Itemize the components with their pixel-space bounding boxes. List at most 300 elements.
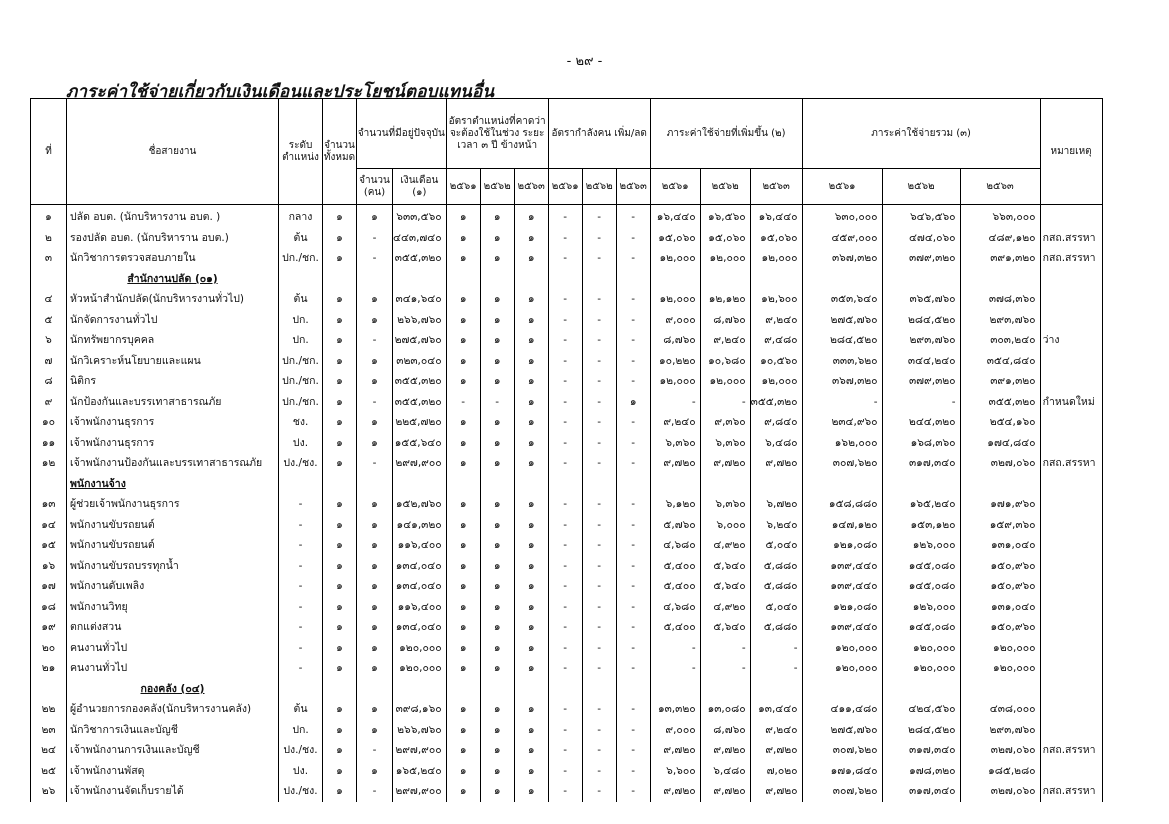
cell-needed-2562: ๑ (480, 617, 514, 638)
cell-remark (1040, 310, 1102, 331)
table-row (31, 617, 1103, 638)
cell-change-2562: - (582, 617, 616, 638)
cell-increase-2563: ๓๕๕,๓๒๐ (750, 392, 802, 413)
cell-current-people: - (357, 392, 393, 413)
cell-total-2561 (802, 679, 882, 700)
cell-remark (1040, 494, 1102, 515)
cell-increase-2562: ๔,๙๒๐ (700, 597, 750, 618)
cell-total-2562 (882, 679, 960, 700)
cell-increase-2563: ๖,๒๔๐ (750, 515, 802, 536)
cell-change-2563: - (616, 228, 650, 249)
cell-total-2563: ๓๒๗,๐๖๐ (960, 740, 1040, 761)
table-row (31, 433, 1103, 454)
cell-increase-2561 (650, 679, 700, 700)
col-header-level: ระดับ ตำแหน่ง (279, 99, 323, 205)
cell-current-people: ๑ (357, 351, 393, 372)
cell-total-2563: ๒๕๔,๑๖๐ (960, 412, 1040, 433)
cell-remark (1040, 658, 1102, 679)
cell-total: ๑ (323, 453, 357, 474)
cell-current-people: - (357, 228, 393, 249)
cell-change-2561: - (548, 412, 582, 433)
cell-total-2561: ๓๖๗,๓๒๐ (802, 248, 882, 269)
cell-change-2561: - (548, 781, 582, 802)
cell-current-people: - (357, 781, 393, 802)
cell-current-people: ๑ (357, 597, 393, 618)
cell-no: ๒๖ (31, 781, 67, 802)
col-header-current-people: จำนวน (คน) (357, 169, 393, 205)
cell-increase-2562: ๑๕,๐๖๐ (700, 228, 750, 249)
cell-remark (1040, 576, 1102, 597)
table-row (31, 761, 1103, 782)
cell-change-2562: - (582, 453, 616, 474)
cell-no: ๑๕ (31, 535, 67, 556)
cell-current-salary: ๑๖๕,๒๔๐ (393, 761, 447, 782)
cell-total-2563: ๒๙๓,๗๖๐ (960, 310, 1040, 331)
cell-needed-2562 (480, 474, 514, 495)
cell-needed-2561 (446, 269, 480, 290)
year-header: ๒๕๖๑ (548, 169, 582, 205)
cell-change-2562: - (582, 371, 616, 392)
year-header: ๒๕๖๓ (514, 169, 548, 205)
cell-change-2562: - (582, 720, 616, 741)
cell-total: ๑ (323, 310, 357, 331)
cell-change-2563: - (616, 310, 650, 331)
cell-needed-2562: ๑ (480, 781, 514, 802)
cell-increase-2562: ๔,๙๒๐ (700, 535, 750, 556)
cell-total: ๑ (323, 433, 357, 454)
cell-level (279, 474, 323, 495)
col-header-total: จำนวน ทั้งหมด (323, 99, 357, 205)
cell-total-2561: ๑๔๗,๑๒๐ (802, 515, 882, 536)
cell-increase-2561: ๑๒,๐๐๐ (650, 248, 700, 269)
cell-change-2562: - (582, 494, 616, 515)
cell-needed-2562: ๑ (480, 638, 514, 659)
cell-change-2563: - (616, 453, 650, 474)
cell-no: ๑๒ (31, 453, 67, 474)
cell-total: ๑ (323, 576, 357, 597)
cell-current-salary (393, 679, 447, 700)
cell-change-2561 (548, 474, 582, 495)
cell-total: ๑ (323, 228, 357, 249)
cell-increase-2562: ๖,๐๐๐ (700, 515, 750, 536)
cell-needed-2561: ๑ (446, 310, 480, 331)
cell-total-2562: ๑๕๓,๑๒๐ (882, 515, 960, 536)
cell-level (279, 269, 323, 290)
cell-needed-2561: ๑ (446, 351, 480, 372)
cell-name: นักป้องกันและบรรเทาสาธารณภัย (67, 392, 279, 413)
cell-no: ๖ (31, 330, 67, 351)
cell-change-2562: - (582, 576, 616, 597)
cell-change-2561: - (548, 289, 582, 310)
cell-increase-2563: ๑๒,๖๐๐ (750, 289, 802, 310)
cell-total-2562: ๓๑๗,๓๔๐ (882, 781, 960, 802)
cell-current-salary: ๒๖๖,๗๖๐ (393, 310, 447, 331)
cell-current-salary (393, 474, 447, 495)
cell-current-people: ๑ (357, 310, 393, 331)
cell-change-2562: - (582, 515, 616, 536)
cell-name: เจ้าพนักงานจัดเก็บรายได้ (67, 781, 279, 802)
cell-current-salary: ๓๕๕,๓๒๐ (393, 371, 447, 392)
cell-total-2561: ๑๒๑,๐๘๐ (802, 535, 882, 556)
cell-increase-2562: ๕,๖๔๐ (700, 576, 750, 597)
cell-needed-2563: ๑ (514, 617, 548, 638)
cell-change-2562: - (582, 351, 616, 372)
col-header-no: ที่ (31, 99, 67, 205)
cell-needed-2562: ๑ (480, 658, 514, 679)
cell-total-2562: ๓๔๔,๒๔๐ (882, 351, 960, 372)
cell-total-2562: ๒๔๔,๓๒๐ (882, 412, 960, 433)
cell-no: ๑๙ (31, 617, 67, 638)
cell-change-2561: - (548, 515, 582, 536)
cell-total: ๑ (323, 781, 357, 802)
cell-increase-2563: ๖,๗๒๐ (750, 494, 802, 515)
year-header: ๒๕๖๒ (700, 169, 750, 205)
cell-total-2562 (882, 474, 960, 495)
cell-increase-2561: ๖,๖๐๐ (650, 761, 700, 782)
cell-change-2562: - (582, 248, 616, 269)
cell-current-people: ๑ (357, 761, 393, 782)
cell-remark (1040, 433, 1102, 454)
cell-remark (1040, 371, 1102, 392)
table-row (31, 658, 1103, 679)
cell-total: ๑ (323, 494, 357, 515)
cell-change-2563: - (616, 535, 650, 556)
cell-name: เจ้าพนักงานธุรการ (67, 433, 279, 454)
cell-total-2563: ๓๕๕,๓๒๐ (960, 392, 1040, 413)
cell-total: ๑ (323, 515, 357, 536)
cell-total-2563: ๑๕๐,๙๖๐ (960, 617, 1040, 638)
cell-change-2563: - (616, 617, 650, 638)
cell-needed-2562: ๑ (480, 228, 514, 249)
cell-total-2563: ๓๒๗,๐๖๐ (960, 453, 1040, 474)
col-header-current-salary: เงินเดือน (๑) (393, 169, 447, 205)
cell-total-2562: ๑๖๘,๓๖๐ (882, 433, 960, 454)
cell-change-2563: - (616, 371, 650, 392)
cell-remark (1040, 761, 1102, 782)
cell-needed-2561: ๑ (446, 494, 480, 515)
cell-needed-2562: ๑ (480, 597, 514, 618)
cell-increase-2563: ๑๒,๐๐๐ (750, 248, 802, 269)
cell-total-2562: ๔๗๔,๐๖๐ (882, 228, 960, 249)
cell-current-salary: ๑๕๒,๗๖๐ (393, 494, 447, 515)
cell-total-2561: ๓๐๗,๖๒๐ (802, 453, 882, 474)
cell-change-2561: - (548, 453, 582, 474)
cell-increase-2561: ๕,๗๖๐ (650, 515, 700, 536)
cell-name: รองปลัด อบต. (นักบริหาราน อบต.) (67, 228, 279, 249)
cell-level: ปง./ชง. (279, 740, 323, 761)
cell-current-people: ๑ (357, 535, 393, 556)
cell-change-2561: - (548, 576, 582, 597)
cell-current-salary: ๑๓๔,๐๔๐ (393, 576, 447, 597)
cell-current-salary: ๓๔๑,๖๔๐ (393, 289, 447, 310)
year-header: ๒๕๖๑ (802, 169, 882, 205)
cell-change-2561: - (548, 433, 582, 454)
cell-total-2563: ๓๕๔,๘๔๐ (960, 351, 1040, 372)
cell-change-2562: - (582, 535, 616, 556)
cell-total-2562: ๒๘๔,๕๒๐ (882, 310, 960, 331)
cell-increase-2562: - (700, 392, 750, 413)
year-header: ๒๕๖๒ (882, 169, 960, 205)
cell-current-salary: ๔๔๓,๗๔๐ (393, 228, 447, 249)
cell-name: พนักงานขับรถบรรทุกน้ำ (67, 556, 279, 577)
table-row (31, 720, 1103, 741)
cell-needed-2561: ๑ (446, 740, 480, 761)
table-row (31, 576, 1103, 597)
cell-increase-2562: ๙,๓๖๐ (700, 412, 750, 433)
cell-level (279, 679, 323, 700)
cell-no (31, 474, 67, 495)
cell-total (323, 269, 357, 290)
cell-total-2563: ๑๕๐,๙๖๐ (960, 556, 1040, 577)
cell-increase-2562: ๕,๖๔๐ (700, 556, 750, 577)
cell-name: นักวิเคราะห์นโยบายและแผน (67, 351, 279, 372)
cell-increase-2561: ๔,๖๘๐ (650, 535, 700, 556)
cell-total-2562: ๑๒๐,๐๐๐ (882, 638, 960, 659)
cell-current-salary: ๑๒๐,๐๐๐ (393, 638, 447, 659)
cell-total-2562: ๓๑๗,๓๔๐ (882, 453, 960, 474)
cell-total-2562: ๓๖๕,๗๖๐ (882, 289, 960, 310)
table-row (31, 371, 1103, 392)
cell-level: ปก./ชก. (279, 248, 323, 269)
year-header: ๒๕๖๒ (582, 169, 616, 205)
cell-name: นิติกร (67, 371, 279, 392)
cell-no: ๒๒ (31, 699, 67, 720)
cell-change-2562: - (582, 597, 616, 618)
cell-change-2561: - (548, 248, 582, 269)
cell-total: ๑ (323, 740, 357, 761)
cell-total: ๑ (323, 535, 357, 556)
cell-change-2561: - (548, 597, 582, 618)
cell-change-2562: - (582, 699, 616, 720)
cell-increase-2563: ๕,๐๔๐ (750, 535, 802, 556)
cell-needed-2562: ๑ (480, 720, 514, 741)
cell-change-2562: - (582, 330, 616, 351)
cell-needed-2561 (446, 679, 480, 700)
cell-needed-2561: ๑ (446, 371, 480, 392)
cell-remark (1040, 205, 1102, 228)
cell-total-2561: ๓๐๗,๖๒๐ (802, 781, 882, 802)
cell-needed-2561: ๑ (446, 205, 480, 228)
cell-total-2562: ๑๔๕,๐๘๐ (882, 576, 960, 597)
cell-change-2561: - (548, 205, 582, 228)
cell-total-2561: ๒๗๕,๗๖๐ (802, 310, 882, 331)
cell-increase-2562: - (700, 638, 750, 659)
cell-remark (1040, 679, 1102, 700)
cell-increase-2563: ๙,๘๔๐ (750, 412, 802, 433)
cell-change-2563: - (616, 330, 650, 351)
cell-needed-2562: ๑ (480, 371, 514, 392)
cell-remark: กสถ.สรรหา (1040, 248, 1102, 269)
cell-no: ๑๘ (31, 597, 67, 618)
cell-needed-2563: ๑ (514, 720, 548, 741)
cell-no: ๑๔ (31, 515, 67, 536)
cell-change-2562: - (582, 658, 616, 679)
cell-remark: กำหนดใหม่ (1040, 392, 1102, 413)
cell-increase-2563: - (750, 658, 802, 679)
document-title: ภาระค่าใช้จ่ายเกี่ยวกับเงินเดือนและประโยชน์ตอบแทนอื่น (66, 82, 495, 102)
cell-needed-2562: ๑ (480, 761, 514, 782)
cell-no: ๑๑ (31, 433, 67, 454)
cell-change-2563: - (616, 289, 650, 310)
cell-increase-2563: ๑๕,๐๖๐ (750, 228, 802, 249)
cell-increase-2563: ๙,๗๒๐ (750, 781, 802, 802)
cell-no: ๗ (31, 351, 67, 372)
cell-needed-2561: ๑ (446, 535, 480, 556)
cell-level: ต้น (279, 228, 323, 249)
cell-change-2563: - (616, 351, 650, 372)
cell-no: ๒๐ (31, 638, 67, 659)
cell-change-2561: - (548, 658, 582, 679)
cell-current-people (357, 679, 393, 700)
cell-name: เจ้าพนักงานธุรการ (67, 412, 279, 433)
cell-no: ๒๔ (31, 740, 67, 761)
table-row (31, 781, 1103, 802)
cell-change-2562: - (582, 433, 616, 454)
cell-increase-2561 (650, 269, 700, 290)
cell-increase-2563: ๙,๗๒๐ (750, 453, 802, 474)
cell-needed-2562: ๑ (480, 289, 514, 310)
cell-no: ๑ (31, 205, 67, 228)
year-header: ๒๕๖๓ (960, 169, 1040, 205)
cell-total-2561: ๔๑๑,๔๘๐ (802, 699, 882, 720)
cell-total (323, 679, 357, 700)
cell-remark (1040, 474, 1102, 495)
cell-increase-2561: ๙,๒๔๐ (650, 412, 700, 433)
cell-total: ๑ (323, 658, 357, 679)
table-row (31, 453, 1103, 474)
cell-current-salary: ๑๔๑,๓๒๐ (393, 515, 447, 536)
cell-total: ๑ (323, 761, 357, 782)
cell-needed-2563 (514, 474, 548, 495)
cell-current-people: - (357, 453, 393, 474)
cell-increase-2563: ๙,๒๔๐ (750, 720, 802, 741)
cell-name: ตกแต่งสวน (67, 617, 279, 638)
cell-needed-2563: ๑ (514, 699, 548, 720)
cell-total-2563: ๑๓๑,๐๔๐ (960, 535, 1040, 556)
cell-name: เจ้าพนักงานการเงินและบัญชี (67, 740, 279, 761)
cell-needed-2562: ๑ (480, 740, 514, 761)
cell-needed-2563: ๑ (514, 740, 548, 761)
cell-no: ๒๕ (31, 761, 67, 782)
cell-remark (1040, 351, 1102, 372)
cell-total-2563: ๑๓๑,๐๔๐ (960, 597, 1040, 618)
cell-remark (1040, 556, 1102, 577)
cell-level: - (279, 617, 323, 638)
cell-level: ปก. (279, 330, 323, 351)
cell-change-2563 (616, 679, 650, 700)
table-row (31, 515, 1103, 536)
cell-current-people: ๑ (357, 205, 393, 228)
cell-needed-2562 (480, 679, 514, 700)
cell-no: ๑๖ (31, 556, 67, 577)
cell-total (323, 474, 357, 495)
cell-current-people: ๑ (357, 638, 393, 659)
cell-total: ๑ (323, 556, 357, 577)
cell-total-2563: ๑๕๙,๓๖๐ (960, 515, 1040, 536)
cell-total-2562: - (882, 392, 960, 413)
cell-total-2562: ๑๔๕,๐๘๐ (882, 556, 960, 577)
cell-total-2561: ๑๒๐,๐๐๐ (802, 638, 882, 659)
cell-remark (1040, 515, 1102, 536)
cell-increase-2562 (700, 679, 750, 700)
cell-increase-2562: ๖,๔๘๐ (700, 761, 750, 782)
cell-total-2563: ๔๓๘,๐๐๐ (960, 699, 1040, 720)
cell-change-2561: - (548, 740, 582, 761)
col-header-rate-change: อัตรากำลังคน เพิ่ม/ลด (548, 99, 650, 169)
cell-current-salary: ๒๒๕,๗๒๐ (393, 412, 447, 433)
cell-needed-2563: ๑ (514, 310, 548, 331)
cell-needed-2563 (514, 679, 548, 700)
cell-needed-2561: ๑ (446, 761, 480, 782)
cell-level: ปง./ชง. (279, 781, 323, 802)
cell-needed-2563: ๑ (514, 228, 548, 249)
cell-remark: กสถ.สรรหา (1040, 453, 1102, 474)
cell-increase-2562 (700, 474, 750, 495)
cell-total-2561 (802, 474, 882, 495)
cell-change-2562: - (582, 556, 616, 577)
cell-needed-2561: - (446, 392, 480, 413)
cell-total-2563: ๑๒๐,๐๐๐ (960, 638, 1040, 659)
cell-change-2562: - (582, 761, 616, 782)
cell-needed-2563: ๑ (514, 597, 548, 618)
cell-increase-2561: ๙,๗๒๐ (650, 740, 700, 761)
cell-increase-2563: ๕,๐๔๐ (750, 597, 802, 618)
cell-remark (1040, 289, 1102, 310)
cell-needed-2563: ๑ (514, 556, 548, 577)
cell-needed-2562: - (480, 392, 514, 413)
cell-increase-2561: ๖,๑๒๐ (650, 494, 700, 515)
cell-total-2561: ๖๓๐,๐๐๐ (802, 205, 882, 228)
cell-remark (1040, 720, 1102, 741)
cell-increase-2563: ๑๖,๔๔๐ (750, 205, 802, 228)
cell-change-2561: - (548, 699, 582, 720)
cell-increase-2562: ๙,๗๒๐ (700, 781, 750, 802)
cell-total-2562: ๓๗๙,๓๒๐ (882, 371, 960, 392)
cell-total-2562: ๑๒๖,๐๐๐ (882, 535, 960, 556)
cell-needed-2563: ๑ (514, 535, 548, 556)
cell-no: ๒๑ (31, 658, 67, 679)
col-header-current: จำนวนที่มีอยู่ปัจจุบัน (357, 99, 447, 169)
cell-increase-2562: ๙,๒๔๐ (700, 330, 750, 351)
cell-current-people: ๑ (357, 289, 393, 310)
cell-total-2561: ๑๓๙,๔๔๐ (802, 617, 882, 638)
cell-current-people: ๑ (357, 576, 393, 597)
cell-increase-2563 (750, 474, 802, 495)
cell-name: ผู้อำนวยการกองคลัง(นักบริหารงานคลัง) (67, 699, 279, 720)
section-row (31, 269, 1103, 290)
cell-change-2563 (616, 269, 650, 290)
cell-increase-2561: ๙,๗๒๐ (650, 453, 700, 474)
cell-change-2563: - (616, 597, 650, 618)
cell-total-2563 (960, 269, 1040, 290)
cell-no: ๒ (31, 228, 67, 249)
cell-change-2562 (582, 474, 616, 495)
cell-remark (1040, 269, 1102, 290)
cell-no: ๓ (31, 248, 67, 269)
cell-change-2561: - (548, 330, 582, 351)
cell-needed-2563: ๑ (514, 761, 548, 782)
cell-total-2561: ๔๕๙,๐๐๐ (802, 228, 882, 249)
cell-level: - (279, 515, 323, 536)
cell-total: ๑ (323, 205, 357, 228)
col-header-rate-needed: อัตราตำแหน่งที่คาดว่า จะต้องใช้ในช่วง ระยะเวลา ๓ ปี ข้างหน้า (446, 99, 548, 169)
cell-increase-2561: ๑๕,๐๖๐ (650, 228, 700, 249)
cell-total-2561: ๓๐๗,๖๒๐ (802, 740, 882, 761)
cell-increase-2563: ๑๒,๐๐๐ (750, 371, 802, 392)
cell-name: คนงานทั่วไป (67, 658, 279, 679)
cell-no: ๙ (31, 392, 67, 413)
cell-needed-2562: ๑ (480, 205, 514, 228)
